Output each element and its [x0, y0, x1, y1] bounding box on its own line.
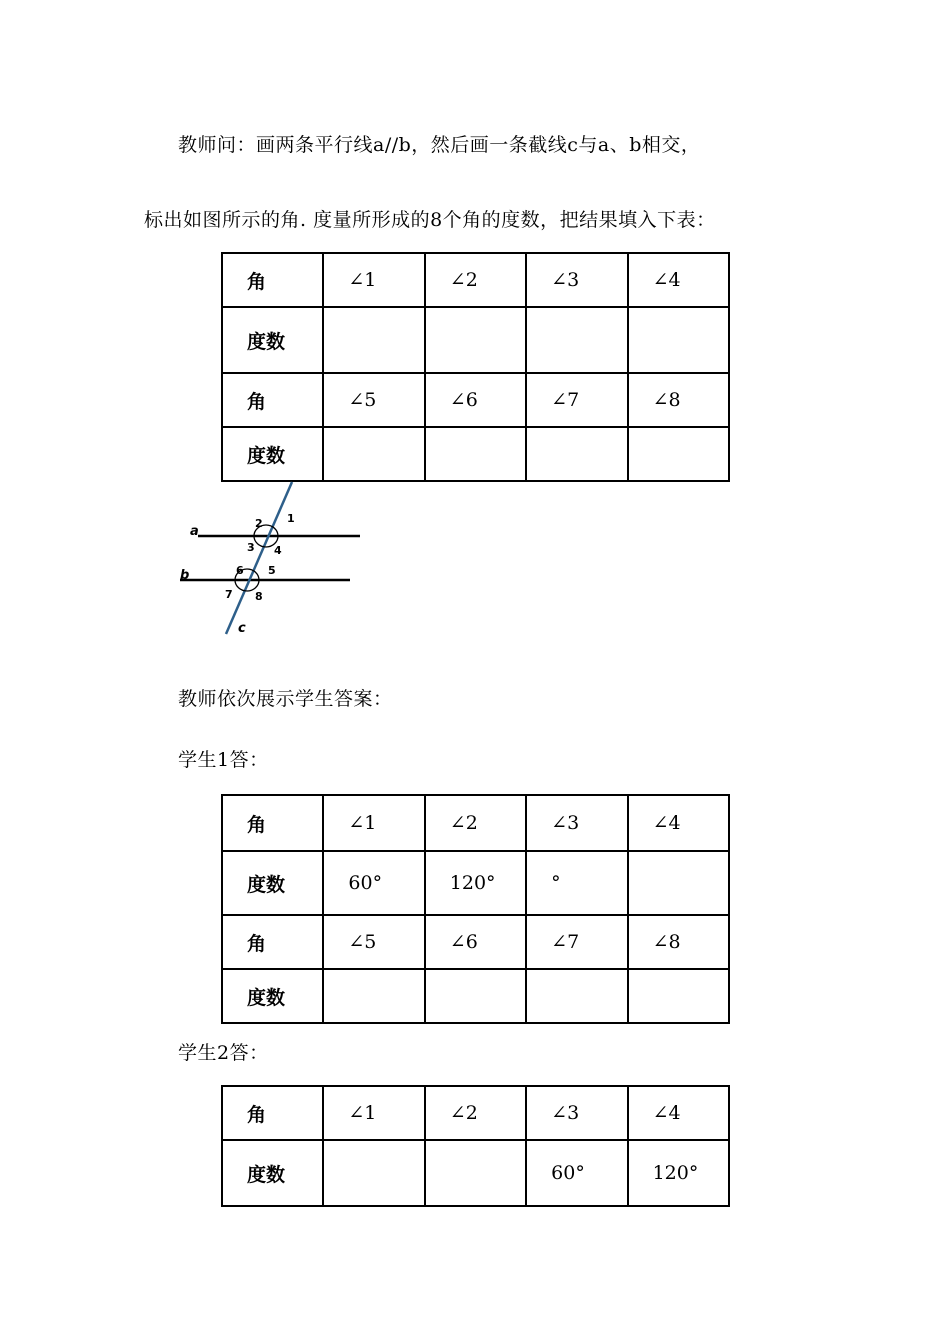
table-cell: ∠7 [526, 915, 627, 969]
table-cell: ∠3 [526, 1086, 627, 1140]
answer-cell [526, 427, 627, 481]
answer-cell [425, 1140, 526, 1206]
label-b: b [180, 568, 190, 583]
table-cell: 度数 [222, 427, 323, 481]
table-cell: ∠1 [323, 253, 424, 307]
answer-cell: 120° [425, 851, 526, 915]
table-cell: ∠4 [628, 1086, 729, 1140]
answer-cell [526, 307, 627, 373]
table-row [222, 307, 729, 373]
table-cell: 度数 [222, 1140, 323, 1206]
label-c: c [238, 621, 246, 636]
table-cell: ∠3 [526, 795, 627, 851]
table-cell: ∠6 [425, 373, 526, 427]
table-cell: 度数 [222, 307, 323, 373]
angle-label-6: 6 [236, 564, 244, 577]
answer-cell: ° [526, 851, 627, 915]
table-cell: ∠3 [526, 253, 627, 307]
table-cell: ∠1 [323, 1086, 424, 1140]
answer-cell [425, 307, 526, 373]
answer-cell [628, 427, 729, 481]
table-cell: ∠4 [628, 795, 729, 851]
table-row [222, 1140, 729, 1206]
table-row [222, 373, 729, 427]
intro-line-1: 教师问：画两条平行线a//b，然后画一条截线c与a、b相交， [178, 134, 701, 156]
table-row [222, 915, 729, 969]
label-a: a [190, 524, 199, 539]
table-cell: ∠5 [323, 915, 424, 969]
table-cell: ∠4 [628, 253, 729, 307]
student2-table [221, 1085, 730, 1207]
table-row [222, 795, 729, 851]
table-cell: ∠6 [425, 915, 526, 969]
table-cell: ∠2 [425, 795, 526, 851]
answer-cell: 120° [628, 1140, 729, 1206]
table-cell: ∠1 [323, 795, 424, 851]
table-cell: ∠5 [323, 373, 424, 427]
angle-label-7: 7 [225, 588, 233, 601]
table-row [222, 851, 729, 915]
table-cell: 角 [222, 1086, 323, 1140]
student2-label: 学生2答： [178, 1042, 269, 1064]
student1-label: 学生1答： [178, 749, 269, 771]
answer-cell [526, 969, 627, 1023]
table-row [222, 253, 729, 307]
table-cell: ∠2 [425, 253, 526, 307]
table-cell: ∠8 [628, 373, 729, 427]
angle-label-8: 8 [255, 590, 263, 603]
table-cell: ∠8 [628, 915, 729, 969]
answer-cell [425, 427, 526, 481]
angle-label-4: 4 [274, 544, 282, 557]
table-cell: 度数 [222, 851, 323, 915]
answer-cell [628, 307, 729, 373]
teacher-show-text: 教师依次展示学生答案： [178, 688, 393, 710]
table-cell: 度数 [222, 969, 323, 1023]
table-cell: 角 [222, 795, 323, 851]
answer-cell [323, 427, 424, 481]
intro-line-2: 标出如图所示的角. 度量所形成的8个角的度数，把结果填入下表： [144, 209, 716, 231]
angle-label-3: 3 [247, 541, 255, 554]
answer-cell [425, 969, 526, 1023]
answer-cell [323, 307, 424, 373]
answer-cell: 60° [526, 1140, 627, 1206]
angle-label-5: 5 [268, 564, 276, 577]
answer-cell [628, 969, 729, 1023]
transversal-c [226, 482, 292, 634]
table-row [222, 969, 729, 1023]
student1-table [221, 794, 730, 1024]
table-cell: 角 [222, 373, 323, 427]
answer-cell: 60° [323, 851, 424, 915]
table-row [222, 1086, 729, 1140]
angle-table-blank [221, 252, 730, 482]
table-cell: ∠2 [425, 1086, 526, 1140]
angle-label-1: 1 [287, 512, 295, 525]
answer-cell [323, 969, 424, 1023]
angle-label-2: 2 [255, 517, 263, 530]
table-cell: 角 [222, 253, 323, 307]
table-row [222, 427, 729, 481]
table-cell: 角 [222, 915, 323, 969]
answer-cell [628, 851, 729, 915]
table-cell: ∠7 [526, 373, 627, 427]
parallel-lines-figure [170, 478, 370, 638]
answer-cell [323, 1140, 424, 1206]
